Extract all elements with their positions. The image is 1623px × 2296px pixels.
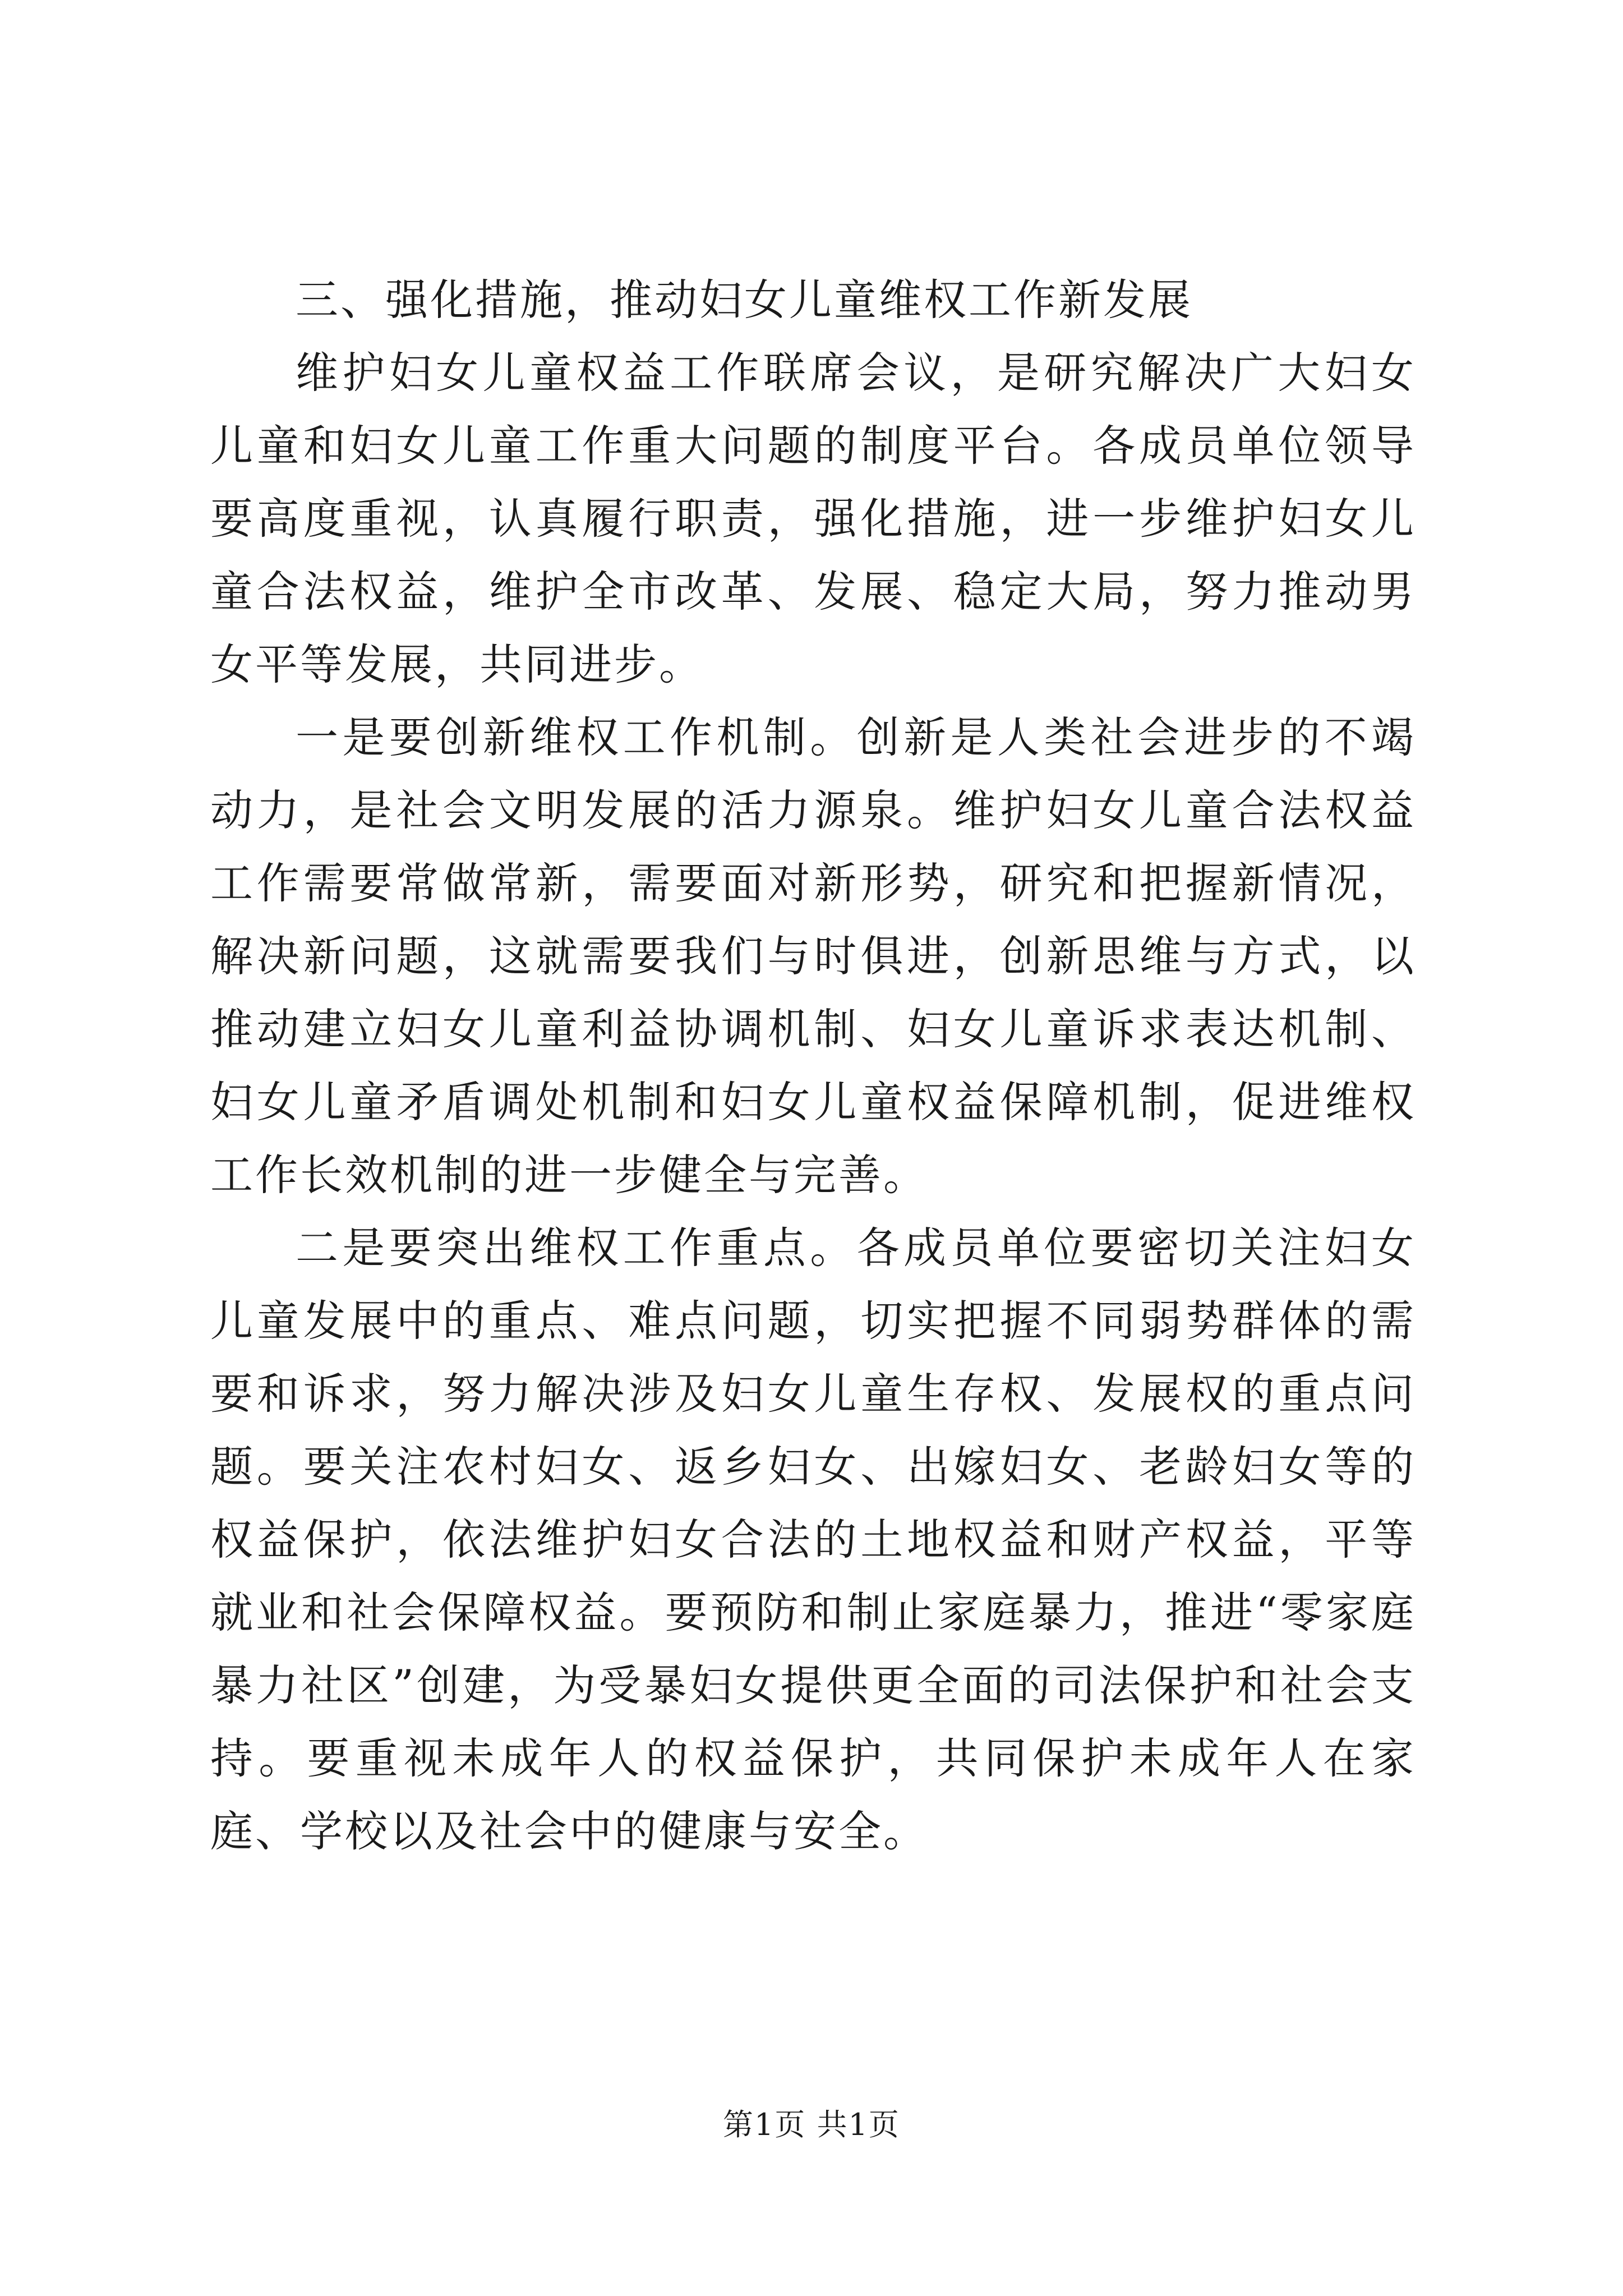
paragraph-intro: 维护妇女儿童权益工作联席会议，是研究解决广大妇女儿童和妇女儿童工作重大问题的制度平台。各成员单位领导要高度重视，认真履行职责，强化措施，进一步维护妇女儿童合法权益，维护全市改革、发展、稳定大局，努力推动男女平等发展，共同进步。	[210, 348, 1416, 689]
document-body	[210, 264, 1416, 1868]
page-footer: 第1页 共1页	[723, 2107, 900, 2142]
paragraph-innovation: 一是要创新维权工作机制。创新是人类社会进步的不竭动力，是社会文明发展的活力源泉。维护妇女儿童合法权益工作需要常做常新，需要面对新形势，研究和把握新情况，解决新问题，这就需要我们与时俱进，创新思维与方式，以推动建立妇女儿童利益协调机制、妇女儿童诉求表达机制、妇女儿童矛盾调处机制和妇女儿童权益保障机制，促进维权工作长效机制的进一步健全与完善。	[210, 712, 1416, 1200]
paragraph-focus: 二是要突出维权工作重点。各成员单位要密切关注妇女儿童发展中的重点、难点问题，切实把握不同弱势群体的需要和诉求，努力解决涉及妇女儿童生存权、发展权的重点问题。要关注农村妇女、返乡妇女、出嫁妇女、老龄妇女等的权益保护，依法维护妇女合法的土地权益和财产权益，平等就业和社会保障权益。要预防和制止家庭暴力，推进“零家庭暴力社区”创建，为受暴妇女提供更全面的司法保护和社会支持。要重视未成年人的权益保护，共同保护未成年人在家庭、学校以及社会中的健康与安全。	[210, 1223, 1416, 1856]
section-heading: 三、强化措施，推动妇女儿童维权工作新发展	[296, 275, 1193, 325]
